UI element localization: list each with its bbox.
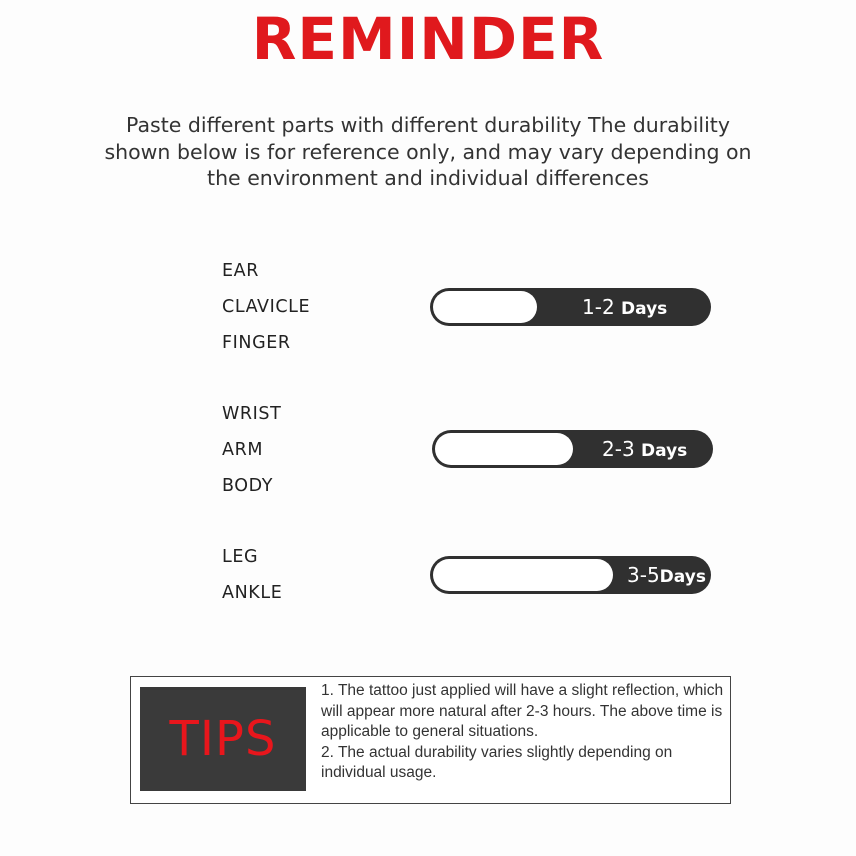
tip-line: 1. The tattoo just applied will have a slight reflection, which will appear more natural after 2-3 hours. The above time is applicable to general situations. [321,682,724,740]
tips-badge [140,687,306,791]
reminder-title: REMINDER [251,5,605,73]
duration-unit: Days [621,299,668,319]
durability-bar-fill [433,291,537,323]
durability-bar-fill [433,559,613,591]
part-label: LEG [222,547,259,567]
durability-label [602,430,687,468]
tips-badge-text: TIPS [169,711,277,767]
part-label: BODY [222,476,274,496]
tips-text [321,681,726,784]
duration-range: 3-5 [627,563,660,587]
reminder-subtitle: Paste different parts with different durability The durability shown below is for reference only, and may vary depending on the environment and individual differences [104,113,752,190]
durability-label [627,556,706,594]
part-label: CLAVICLE [222,297,311,317]
part-label: ANKLE [222,583,283,603]
part-label: WRIST [222,404,282,424]
durability-bar [430,288,711,326]
tip-line: 2. The actual durability varies slightly depending on individual usage. [321,743,673,781]
durability-bar [432,430,713,468]
part-label: EAR [222,261,259,281]
durability-bar [430,556,711,594]
durability-bar-fill [435,433,573,465]
duration-range: 1-2 [582,295,615,319]
duration-range: 2-3 [602,437,635,461]
part-label: FINGER [222,333,291,353]
duration-unit: Days [659,567,706,587]
durability-label [582,288,667,326]
part-label: ARM [222,440,264,460]
tips-box [130,676,731,804]
duration-unit: Days [641,441,688,461]
